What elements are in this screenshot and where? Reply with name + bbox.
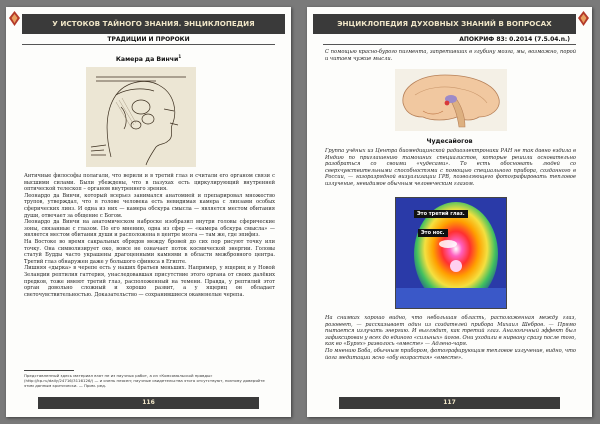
footnote-ref: 1: [178, 54, 182, 59]
leonardo-sketch: [86, 67, 196, 167]
emblem-icon: [8, 10, 21, 27]
page-number-left: 116: [38, 397, 259, 409]
left-header: У ИСТОКОВ ТАЙНОГО ЗНАНИЯ. ЭНЦИКЛОПЕДИЯ: [22, 14, 285, 34]
thermal-photo: [395, 197, 507, 309]
footnote: Представленный здесь материал взят не из научных работ, а из «Комсомольской правды» (http://kp.ru/daily/24716/3116126/) — и очень неясен; научные свидетельства этого отсутствуют, поэтому доверяйте этим данным критически. — Прим. ред.: [24, 373, 265, 388]
right-intro: С помощью красно-бурого пигмента, запретивших в глубину мозга, мы, возможно, порой и читаем чужие мысли.: [325, 49, 576, 62]
paragraph: Леонардо да Винчи, который всерьез занимался анатомией и препарировал множество трупов, утверждал, что в голове человека есть невидимая камера с линзами особых сферических линз. И одна из них — камера обскура смысла — является местом обитания души, отвечает за общение с Богом.: [24, 192, 275, 219]
page-number-right: 117: [339, 397, 560, 409]
left-subheader: ТРАДИЦИИ И ПРОРОКИ: [107, 36, 190, 43]
right-page: [307, 7, 592, 417]
footnote-rule: [24, 370, 74, 371]
paragraph: На Востоке во время сакральных обрядов между бровей до сих пор рисуют точку или точку. Она символизирует око, вовсе не означает поток космической энергии. Головы статуй Будды часто украшены драгоценными камнями в области межбровного центра. Третий глаз обнаружен даже у большого сфинкса в Египте.: [24, 238, 275, 265]
left-page: [6, 7, 291, 417]
section-title-left: Камера да Винчи$^1$: [115, 54, 182, 64]
paragraph: Леонардо да Винчи на анатомическом наброске изобразил внутри головы сферические зоны, связанные с глазом. По его мнению, одна из сфер — «камера обскура смысла» — является местом обитания души и расположена в центре мозга — там же, где эпифиз.: [24, 219, 275, 239]
thermal-label-eye: Это третий глаз.: [414, 210, 468, 218]
left-body: [24, 173, 275, 298]
section-title-right: Чудесайогов: [426, 138, 473, 145]
emblem-icon: [577, 10, 590, 27]
brain-diagram: [395, 69, 507, 131]
caption-paragraph: На снимках хорошо видно, что небольшая область, расположенная между глаз, розовеет, — рассказывает один из создателей прибора Михаил Шебров. — Прямо пытается излучать энергию. И выглядит, как третий глаз. Аналогичный эффект был зафиксирован у всех до единого «сильных» йогов. Они уходили в нирвану сразу после того, как во «Бурях» разволось «вместе» — Адлено-чаря.: [325, 315, 576, 348]
right-header: ЭНЦИКЛОПЕДИЯ ДУХОВНЫХ ЗНАНИЙ В ВОПРОСАХ: [313, 14, 576, 34]
paragraph: Лишняя «дырка» в черепе есть у наших братьев меньших. Например, у ящериц и у Новой Зеландии рептилия гаттерия, унаследовавшая присутствие этого органа от своих далёких предков, тоже имеют третий глаз, расположенный на темени. Правда, у рептилий этот орган довольно сложный и хорошо развит, а у ящериц он обладает светочувствительностью. Доказательство — сохранившиеся окаменелые черепа.: [24, 265, 275, 298]
left-divider: [22, 44, 275, 45]
paragraph: Античные философы полагали, что верили и в третий глаз и считали его органом связи с высшими силами. Были убеждены, что в пазухах есть циркулирующий внутренней оптической телескоп – органом внутреннего зрения.: [24, 173, 275, 193]
caption-paragraph: По мнению Боба, обычным прибором, фотографирующим тепловое излучение, видно, что йога медитации ясно «обу возрастая» «вместе».: [325, 347, 576, 361]
right-body: Группа учёных из Центра биомедицинской радиоэлектроники РАН не так давно ездила в Индию по приглашению тамошних специалистов, которые решили основательно разобраться со своими «чудесами». То есть обосновать людей со сверхчувствительными способностями с помощью специального прибора, созданного в России, — газоразрядной визуализации ГРВ, позволяющего фотографировать тепловое излучение, невидимое обычным человеческим глазом.: [325, 148, 576, 187]
thermal-label-nose: Это нос.: [418, 229, 448, 237]
right-divider: [323, 44, 576, 45]
right-subheader: АПОКРИФ 83: 0.2014 (7.5.04.n.): [459, 36, 570, 43]
right-caption: [325, 315, 576, 361]
